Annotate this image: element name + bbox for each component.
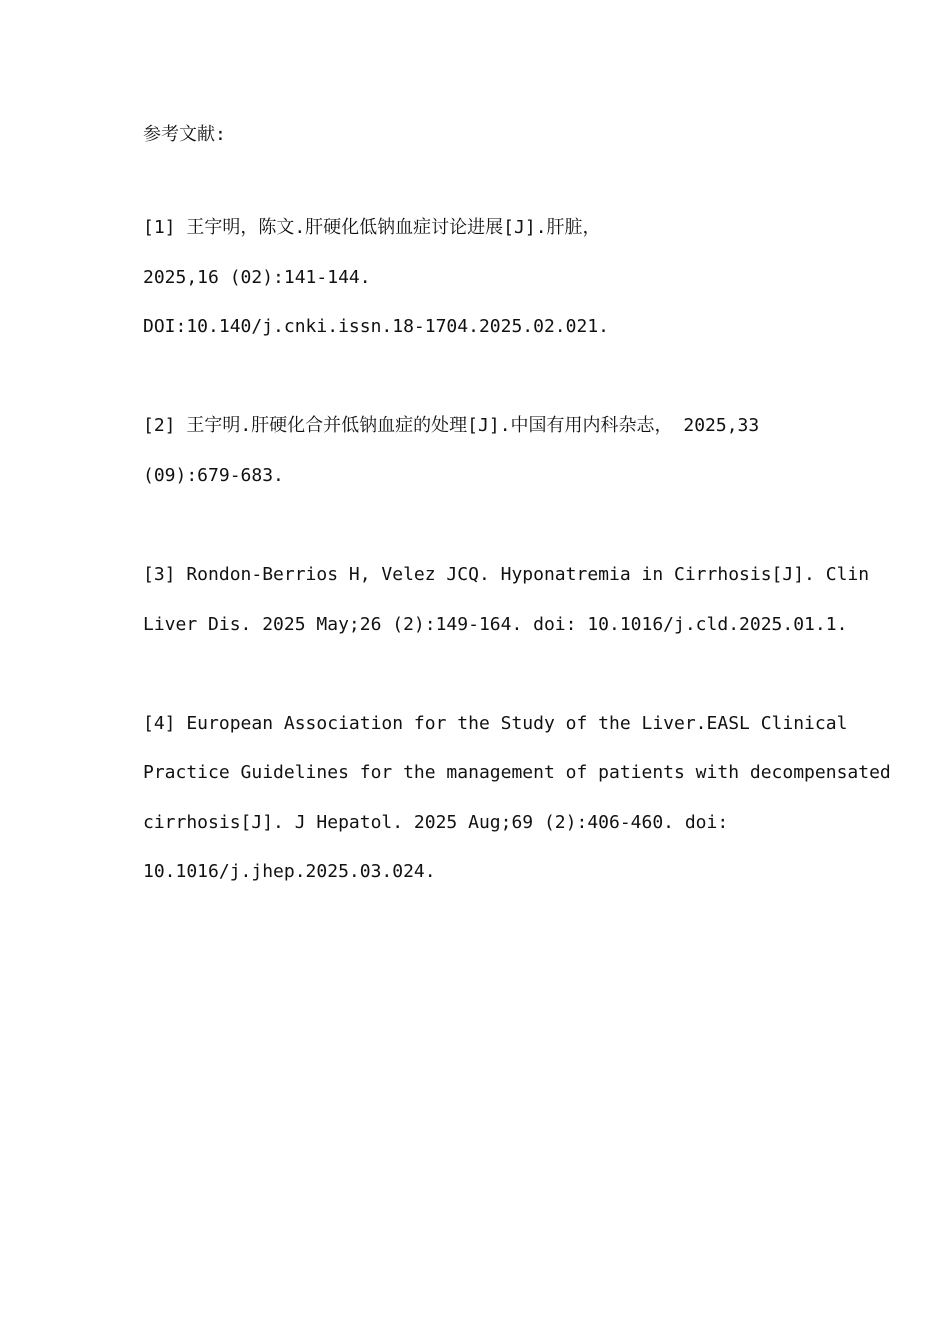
reference-2-line-1: [2] 王宇明.肝硬化合并低钠血症的处理[J].中国有用内科杂志， 2025,33 [143,415,760,436]
reference-1-line-3: DOI:10.140/j.cnki.issn.18-1704.2025.02.021. [143,316,609,337]
reference-2-line-2: (09):679-683. [143,465,284,486]
reference-4-line-3: cirrhosis[J]. J Hepatol. 2025 Aug;69 (2):406-460. doi: [143,812,729,833]
reference-3-line-2: Liver Dis. 2025 May;26 (2):149-164. doi: 10.1016/j.cld.2025.01.1. [143,614,848,635]
reference-1-line-2: 2025,16 (02):141-144. [143,267,371,288]
references-heading: 参考文献: [143,124,226,145]
reference-4-line-4: 10.1016/j.jhep.2025.03.024. [143,861,436,882]
reference-1-line-1: [1] 王宇明，陈文.肝硬化低钠血症讨论进展[J].肝脏， [143,217,601,238]
reference-4-line-2: Practice Guidelines for the management of patients with decompensated [143,762,891,783]
reference-4-line-1: [4] European Association for the Study of the Liver.EASL Clinical [143,713,848,734]
reference-3-line-1: [3] Rondon-Berrios H, Velez JCQ. Hyponatremia in Cirrhosis[J]. Clin [143,564,870,585]
